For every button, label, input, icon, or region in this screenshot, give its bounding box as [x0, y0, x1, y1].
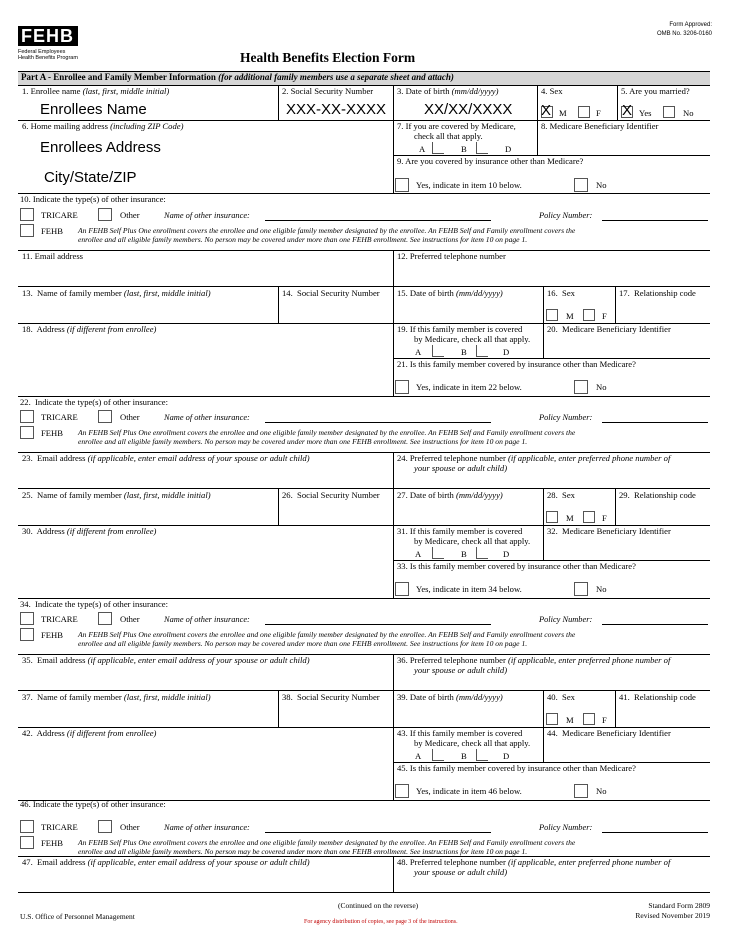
f10-tricare-checkbox[interactable] — [20, 208, 34, 221]
fam3-types-label: 46. Indicate the type(s) of other insurance: — [20, 799, 166, 809]
fam2-other-type-label: Other — [120, 614, 140, 624]
fehb-logo-sub2: Health Benefits Program — [18, 55, 78, 61]
fam1-med-b-label: B — [461, 347, 467, 357]
fam3-med-b-label: B — [461, 751, 467, 761]
f10-policy-line[interactable] — [602, 220, 708, 221]
fam3-policy-label: Policy Number: — [539, 823, 593, 832]
f4-label: 4. Sex — [541, 86, 563, 96]
fam3-dob-label: 39. Date of birth (mm/dd/yyyy) — [397, 692, 503, 702]
part-a-title — [21, 72, 454, 82]
f10-tricare-label: TRICARE — [41, 210, 78, 220]
f10-other-checkbox[interactable] — [98, 208, 112, 221]
fam3-med-a-label: A — [415, 751, 422, 761]
married-no-checkbox[interactable] — [663, 106, 675, 118]
fam2-email-label: 35. Email address (if applicable, enter email address of your spouse or adult child) — [22, 655, 310, 665]
fam2-policy-label: Policy Number: — [539, 615, 593, 624]
fam2-fehb-note2: enrollee and all eligible family members. No person may be covered under more than one FEHB enrollment. See instructions for item 10 on page 1. — [78, 639, 528, 648]
f8-label: 8. Medicare Beneficiary Identifier — [541, 121, 659, 131]
fam3-sex-label: 40. Sex — [547, 692, 575, 702]
fam1-fehb-note1: An FEHB Self Plus One enrollment covers the enrollee and one eligible family member designated by the enrollee. An FEHB Self and Family enrollment covers the — [78, 428, 576, 437]
fam1-policy-label: Policy Number: — [539, 413, 593, 422]
fam2-fehb-note1: An FEHB Self Plus One enrollment covers the enrollee and one eligible family member designated by the enrollee. An FEHB Self and Family enrollment covers the — [78, 630, 576, 639]
married-yes-label: Yes — [639, 108, 652, 118]
fam2-med-a-checkbox[interactable] — [432, 547, 444, 559]
med-d-label: D — [505, 144, 512, 154]
fam1-policy-line[interactable] — [602, 422, 708, 423]
f10-label: 10. Indicate the type(s) of other insurance: — [20, 194, 166, 204]
fam3-med-b-checkbox[interactable] — [476, 749, 488, 761]
fam3-rel-label: 41. Relationship code — [619, 692, 696, 702]
f9-yes-label: Yes, indicate in item 10 below. — [416, 180, 522, 190]
f12-label: 12. Preferred telephone number — [397, 251, 506, 261]
fam2-other-yes-checkbox[interactable] — [395, 582, 409, 596]
fehb-logo-mark: FEHB — [18, 26, 78, 46]
fam2-tricare-checkbox[interactable] — [20, 612, 34, 625]
fam2-ssn-label: 26. Social Security Number — [282, 490, 380, 500]
fam2-med-b-checkbox[interactable] — [476, 547, 488, 559]
fam3-phone-label: 48. Preferred telephone number (if applicable, enter preferred phone number of your spouse or adult child) — [397, 857, 671, 877]
fam2-fehb-label: FEHB — [41, 630, 63, 640]
form-title: Health Benefits Election Form — [240, 50, 416, 65]
f10-policy-label: Policy Number: — [539, 211, 593, 220]
fam3-tricare-checkbox[interactable] — [20, 820, 34, 833]
fam3-tricare-label: TRICARE — [41, 822, 78, 832]
fam3-other-no-label: No — [596, 786, 607, 796]
fam1-types-label: 22. Indicate the type(s) of other insurance: — [20, 397, 168, 407]
fam2-fehb-checkbox[interactable] — [20, 628, 34, 641]
fam3-med-a-checkbox[interactable] — [432, 749, 444, 761]
fam2-med-a-label: A — [415, 549, 422, 559]
fam1-fehb-checkbox[interactable] — [20, 426, 34, 439]
fam3-sex-m-checkbox[interactable] — [546, 713, 558, 725]
fam3-name-other-line[interactable] — [265, 832, 491, 833]
med-a-label: A — [419, 144, 426, 154]
omb-number: OMB No. 3206-0160 — [656, 31, 712, 37]
fehb-logo-sub1: Federal Employees — [18, 49, 66, 55]
med-a-checkbox[interactable] — [432, 142, 444, 154]
fam3-fehb-checkbox[interactable] — [20, 836, 34, 849]
enrollee-address[interactable]: Enrollees Address — [40, 139, 161, 156]
fam2-other-no-checkbox[interactable] — [574, 582, 588, 596]
fam3-sex-f-label: F — [602, 715, 607, 725]
fam1-other-no-checkbox[interactable] — [574, 380, 588, 394]
sex-m-label: M — [559, 108, 567, 118]
sex-f-label: F — [596, 108, 601, 118]
married-no-label: No — [683, 108, 694, 118]
fam1-other-label: 21. Is this family member covered by insurance other than Medicare? — [397, 359, 636, 369]
sex-m-check: X — [541, 102, 552, 119]
f7-label: 7. If you are covered by Medicare, check all that apply. — [397, 121, 516, 141]
f9-label: 9. Are you covered by insurance other than Medicare? — [397, 156, 584, 166]
fam2-addr-label: 30. Address (if different from enrollee) — [22, 526, 157, 536]
fam1-sex-f-checkbox[interactable] — [583, 309, 595, 321]
fam2-dob-label: 27. Date of birth (mm/dd/yyyy) — [397, 490, 503, 500]
fam1-addr-label: 18. Address (if different from enrollee) — [22, 324, 157, 334]
fam1-name-other-label: Name of other insurance: — [164, 413, 250, 422]
fam1-med-a-checkbox[interactable] — [432, 345, 444, 357]
form-approved: Form Approved: — [669, 22, 712, 28]
f10-fehb-checkbox[interactable] — [20, 224, 34, 237]
fam2-sex-label: 28. Sex — [547, 490, 575, 500]
fam3-other-label: 45. Is this family member covered by insurance other than Medicare? — [397, 763, 636, 773]
med-b-label: B — [461, 144, 467, 154]
fam3-med-label: 43. If this family member is covered by Medicare, check all that apply. — [397, 728, 531, 748]
married-yes-check: X — [622, 102, 633, 119]
footer-standard-form: Standard Form 2809 — [648, 901, 710, 910]
fam2-sex-f-checkbox[interactable] — [583, 511, 595, 523]
fam1-other-no-label: No — [596, 382, 607, 392]
fam1-rel-label: 17. Relationship code — [619, 288, 696, 298]
f10-fehb-note1: An FEHB Self Plus One enrollment covers the enrollee and one eligible family member designated by the enrollee. An FEHB Self and Family enrollment covers the — [78, 226, 576, 235]
fam1-med-label: 19. If this family member is covered by Medicare, check all that apply. — [397, 324, 531, 344]
fam2-other-yes-label: Yes, indicate in item 34 below. — [416, 584, 522, 594]
f6-label: 6. Home mailing address (including ZIP Code) — [22, 121, 184, 131]
f5-label: 5. Are you married? — [621, 86, 690, 96]
f9-yes-checkbox[interactable] — [395, 178, 409, 192]
fam1-ssn-label: 14. Social Security Number — [282, 288, 380, 298]
part-a-heading: Part A - Enrollee and Family Member Information — [21, 72, 216, 82]
f9-no-checkbox[interactable] — [574, 178, 588, 192]
fam2-other-label: 33. Is this family member covered by insurance other than Medicare? — [397, 561, 636, 571]
f10-other-label: Other — [120, 210, 140, 220]
fam3-name-label: 37. Name of family member (last, first, middle initial) — [22, 692, 211, 702]
f10-name-other-label: Name of other insurance: — [164, 211, 250, 220]
fam2-mbi-label: 32. Medicare Beneficiary Identifier — [547, 526, 671, 536]
fam3-fehb-note1: An FEHB Self Plus One enrollment covers the enrollee and one eligible family member designated by the enrollee. An FEHB Self and Family enrollment covers the — [78, 838, 576, 847]
enrollee-dob[interactable]: XX/XX/XXXX — [424, 101, 513, 118]
f11-label: 11. Email address — [22, 251, 84, 261]
fam1-other-type-label: Other — [120, 412, 140, 422]
fam3-other-yes-label: Yes, indicate in item 46 below. — [416, 786, 522, 796]
fam2-tricare-label: TRICARE — [41, 614, 78, 624]
fam2-sex-f-label: F — [602, 513, 607, 523]
fehb-logo — [18, 26, 78, 61]
fam1-med-b-checkbox[interactable] — [476, 345, 488, 357]
fam2-other-checkbox[interactable] — [98, 612, 112, 625]
fam3-other-no-checkbox[interactable] — [574, 784, 588, 798]
fam1-other-checkbox[interactable] — [98, 410, 112, 423]
part-a-note: (for additional family members use a separate sheet and attach) — [218, 72, 454, 82]
fam2-policy-line[interactable] — [602, 624, 708, 625]
fam1-name-label: 13. Name of family member (last, first, middle initial) — [22, 288, 211, 298]
f10-fehb-note2: enrollee and all eligible family members. No person may be covered under more than one FEHB enrollment. See instructions for item 10 on page 1. — [78, 235, 528, 244]
fam2-rel-label: 29. Relationship code — [619, 490, 696, 500]
fam2-name-label: 25. Name of family member (last, first, middle initial) — [22, 490, 211, 500]
footer-agency-note: For agency distribution of copies, see page 3 of the instructions. — [304, 919, 458, 925]
fam3-fehb-note2: enrollee and all eligible family members. No person may be covered under more than one FEHB enrollment. See instructions for item 10 on page 1. — [78, 847, 528, 856]
fam2-sex-m-checkbox[interactable] — [546, 511, 558, 523]
fam3-email-label: 47. Email address (if applicable, enter email address of your spouse or adult child) — [22, 857, 310, 867]
f9-no-label: No — [596, 180, 607, 190]
fam1-med-d-label: D — [503, 347, 510, 357]
footer-revised: Revised November 2019 — [635, 911, 710, 920]
fam2-med-label: 31. If this family member is covered by Medicare, check all that apply. — [397, 526, 531, 546]
fam2-types-label: 34. Indicate the type(s) of other insurance: — [20, 599, 168, 609]
fam3-policy-line[interactable] — [602, 832, 708, 833]
fam1-mbi-label: 20. Medicare Beneficiary Identifier — [547, 324, 671, 334]
med-b-checkbox[interactable] — [476, 142, 488, 154]
fam3-mbi-label: 44. Medicare Beneficiary Identifier — [547, 728, 671, 738]
fam2-med-d-label: D — [503, 549, 510, 559]
f2-label: 2. Social Security Number — [282, 86, 374, 96]
fam2-sex-m-label: M — [566, 513, 574, 523]
fam3-fehb-label: FEHB — [41, 838, 63, 848]
footer-opm: U.S. Office of Personnel Management — [20, 912, 135, 921]
f10-fehb-label: FEHB — [41, 226, 63, 236]
f1-label: 1. Enrollee name (last, first, middle initial) — [22, 86, 170, 96]
fam1-fehb-label: FEHB — [41, 428, 63, 438]
f3-label: 3. Date of birth (mm/dd/yyyy) — [397, 86, 499, 96]
fam1-tricare-label: TRICARE — [41, 412, 78, 422]
fam3-med-d-label: D — [503, 751, 510, 761]
fam1-email-label: 23. Email address (if applicable, enter email address of your spouse or adult child) — [22, 453, 310, 463]
fam3-ssn-label: 38. Social Security Number — [282, 692, 380, 702]
enrollee-name[interactable]: Enrollees Name — [40, 101, 147, 118]
fam1-name-other-line[interactable] — [265, 422, 491, 423]
fam3-name-other-label: Name of other insurance: — [164, 823, 250, 832]
fam2-other-no-label: No — [596, 584, 607, 594]
enrollee-ssn[interactable]: XXX-XX-XXXX — [286, 101, 387, 118]
fam1-phone-label: 24. Preferred telephone number (if applicable, enter preferred phone number of your spouse or adult child) — [397, 453, 671, 473]
fam3-other-checkbox[interactable] — [98, 820, 112, 833]
fam2-name-other-line[interactable] — [265, 624, 491, 625]
fam1-dob-label: 15. Date of birth (mm/dd/yyyy) — [397, 288, 503, 298]
fam1-sex-f-label: F — [602, 311, 607, 321]
fam1-other-yes-label: Yes, indicate in item 22 below. — [416, 382, 522, 392]
fam3-other-yes-checkbox[interactable] — [395, 784, 409, 798]
enrollee-city[interactable]: City/State/ZIP — [44, 169, 137, 186]
sex-f-checkbox[interactable] — [578, 106, 590, 118]
fam3-other-type-label: Other — [120, 822, 140, 832]
fam1-tricare-checkbox[interactable] — [20, 410, 34, 423]
fam1-sex-m-checkbox[interactable] — [546, 309, 558, 321]
fam3-sex-f-checkbox[interactable] — [583, 713, 595, 725]
f10-name-other-line[interactable] — [265, 220, 491, 221]
fam1-med-a-label: A — [415, 347, 422, 357]
footer-continued: (Continued on the reverse) — [338, 901, 419, 910]
fam3-sex-m-label: M — [566, 715, 574, 725]
fam2-med-b-label: B — [461, 549, 467, 559]
fam1-fehb-note2: enrollee and all eligible family members. No person may be covered under more than one FEHB enrollment. See instructions for item 10 on page 1. — [78, 437, 528, 446]
fam2-name-other-label: Name of other insurance: — [164, 615, 250, 624]
fam1-sex-label: 16. Sex — [547, 288, 575, 298]
fam1-sex-m-label: M — [566, 311, 574, 321]
fam3-addr-label: 42. Address (if different from enrollee) — [22, 728, 157, 738]
fam2-phone-label: 36. Preferred telephone number (if applicable, enter preferred phone number of your spouse or adult child) — [397, 655, 671, 675]
fam1-other-yes-checkbox[interactable] — [395, 380, 409, 394]
